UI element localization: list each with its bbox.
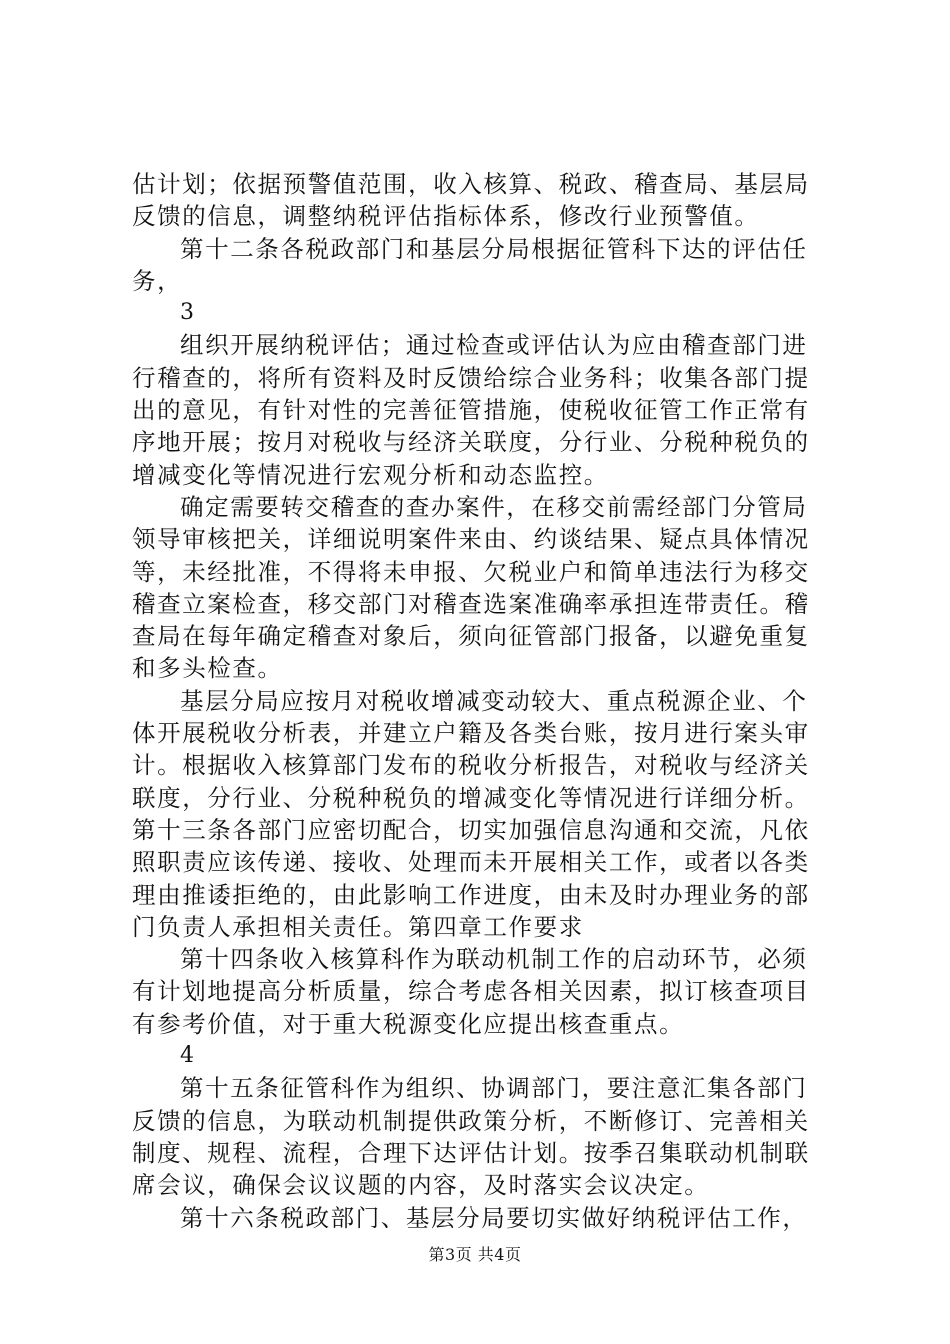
text-line: 组织开展纳税评估；通过检查或评估认为应由稽查部门进 (180, 331, 808, 360)
text-line: 等，未经批准，不得将未申报、欠税业户和简单违法行为移交 (132, 557, 810, 586)
text-line: 有计划地提高分析质量，综合考虑各相关因素，拟订核查项目 (132, 977, 810, 1006)
text-line: 体开展税收分析表，并建立户籍及各类台账，按月进行案头审 (132, 719, 810, 748)
text-line: 查局在每年确定稽查对象后，须向征管部门报备，以避免重复 (132, 622, 810, 651)
text-line: 务， (132, 266, 183, 295)
text-line: 门负责人承担相关责任。第四章工作要求 (132, 912, 584, 941)
text-line: 确定需要转交稽查的查办案件，在移交前需经部门分管局 (180, 492, 808, 521)
text-line: 制度、规程、流程，合理下达评估计划。按季召集联动机制联 (132, 1138, 810, 1167)
inline-page-number: 3 (180, 300, 196, 326)
text-line: 反馈的信息，调整纳税评估指标体系，修改行业预警值。 (132, 202, 760, 231)
text-line: 第十六条税政部门、基层分局要切实做好纳税评估工作， (180, 1203, 808, 1232)
text-line: 稽查立案检查，移交部门对稽查选案准确率承担连带责任。稽 (132, 589, 810, 618)
document-body (132, 168, 832, 1234)
text-line: 第十三条各部门应密切配合，切实加强信息沟通和交流，凡依 (132, 815, 810, 844)
inline-page-number: 4 (180, 1043, 196, 1069)
text-line: 有参考价值，对于重大税源变化应提出核查重点。 (132, 1009, 685, 1038)
text-line: 第十二条各税政部门和基层分局根据征管科下达的评估任 (180, 234, 808, 263)
text-line: 理由推诿拒绝的，由此影响工作进度，由未及时办理业务的部 (132, 880, 810, 909)
text-line: 行稽查的，将所有资料及时反馈给综合业务科；收集各部门提 (132, 363, 810, 392)
text-line: 第十五条征管科作为组织、协调部门，要注意汇集各部门 (180, 1074, 808, 1103)
text-line: 领导审核把关，详细说明案件来由、约谈结果、疑点具体情况 (132, 525, 810, 554)
text-line: 席会议，确保会议议题的内容，及时落实会议决定。 (132, 1171, 710, 1200)
text-line: 序地开展；按月对税收与经济关联度，分行业、分税种税负的 (132, 428, 810, 457)
text-line: 计。根据收入核算部门发布的税收分析报告，对税收与经济关 (132, 751, 810, 780)
text-line: 增减变化等情况进行宏观分析和动态监控。 (132, 460, 609, 489)
text-line: 联度，分行业、分税种税负的增减变化等情况进行详细分析。 (132, 783, 810, 812)
text-line: 和多头检查。 (132, 654, 283, 683)
page-footer: 第3页 共4页 (428, 1245, 522, 1264)
text-line: 照职责应该传递、接收、处理而未开展相关工作，或者以各类 (132, 848, 810, 877)
text-line: 基层分局应按月对税收增减变动较大、重点税源企业、个 (180, 686, 808, 715)
text-line: 出的意见，有针对性的完善征管措施，使税收征管工作正常有 (132, 396, 810, 425)
text-line: 估计划；依据预警值范围，收入核算、税政、稽查局、基层局 (132, 170, 810, 198)
text-line: 第十四条收入核算科作为联动机制工作的启动环节，必须 (180, 945, 808, 974)
text-line: 反馈的信息，为联动机制提供政策分析，不断修订、完善相关 (132, 1106, 810, 1135)
